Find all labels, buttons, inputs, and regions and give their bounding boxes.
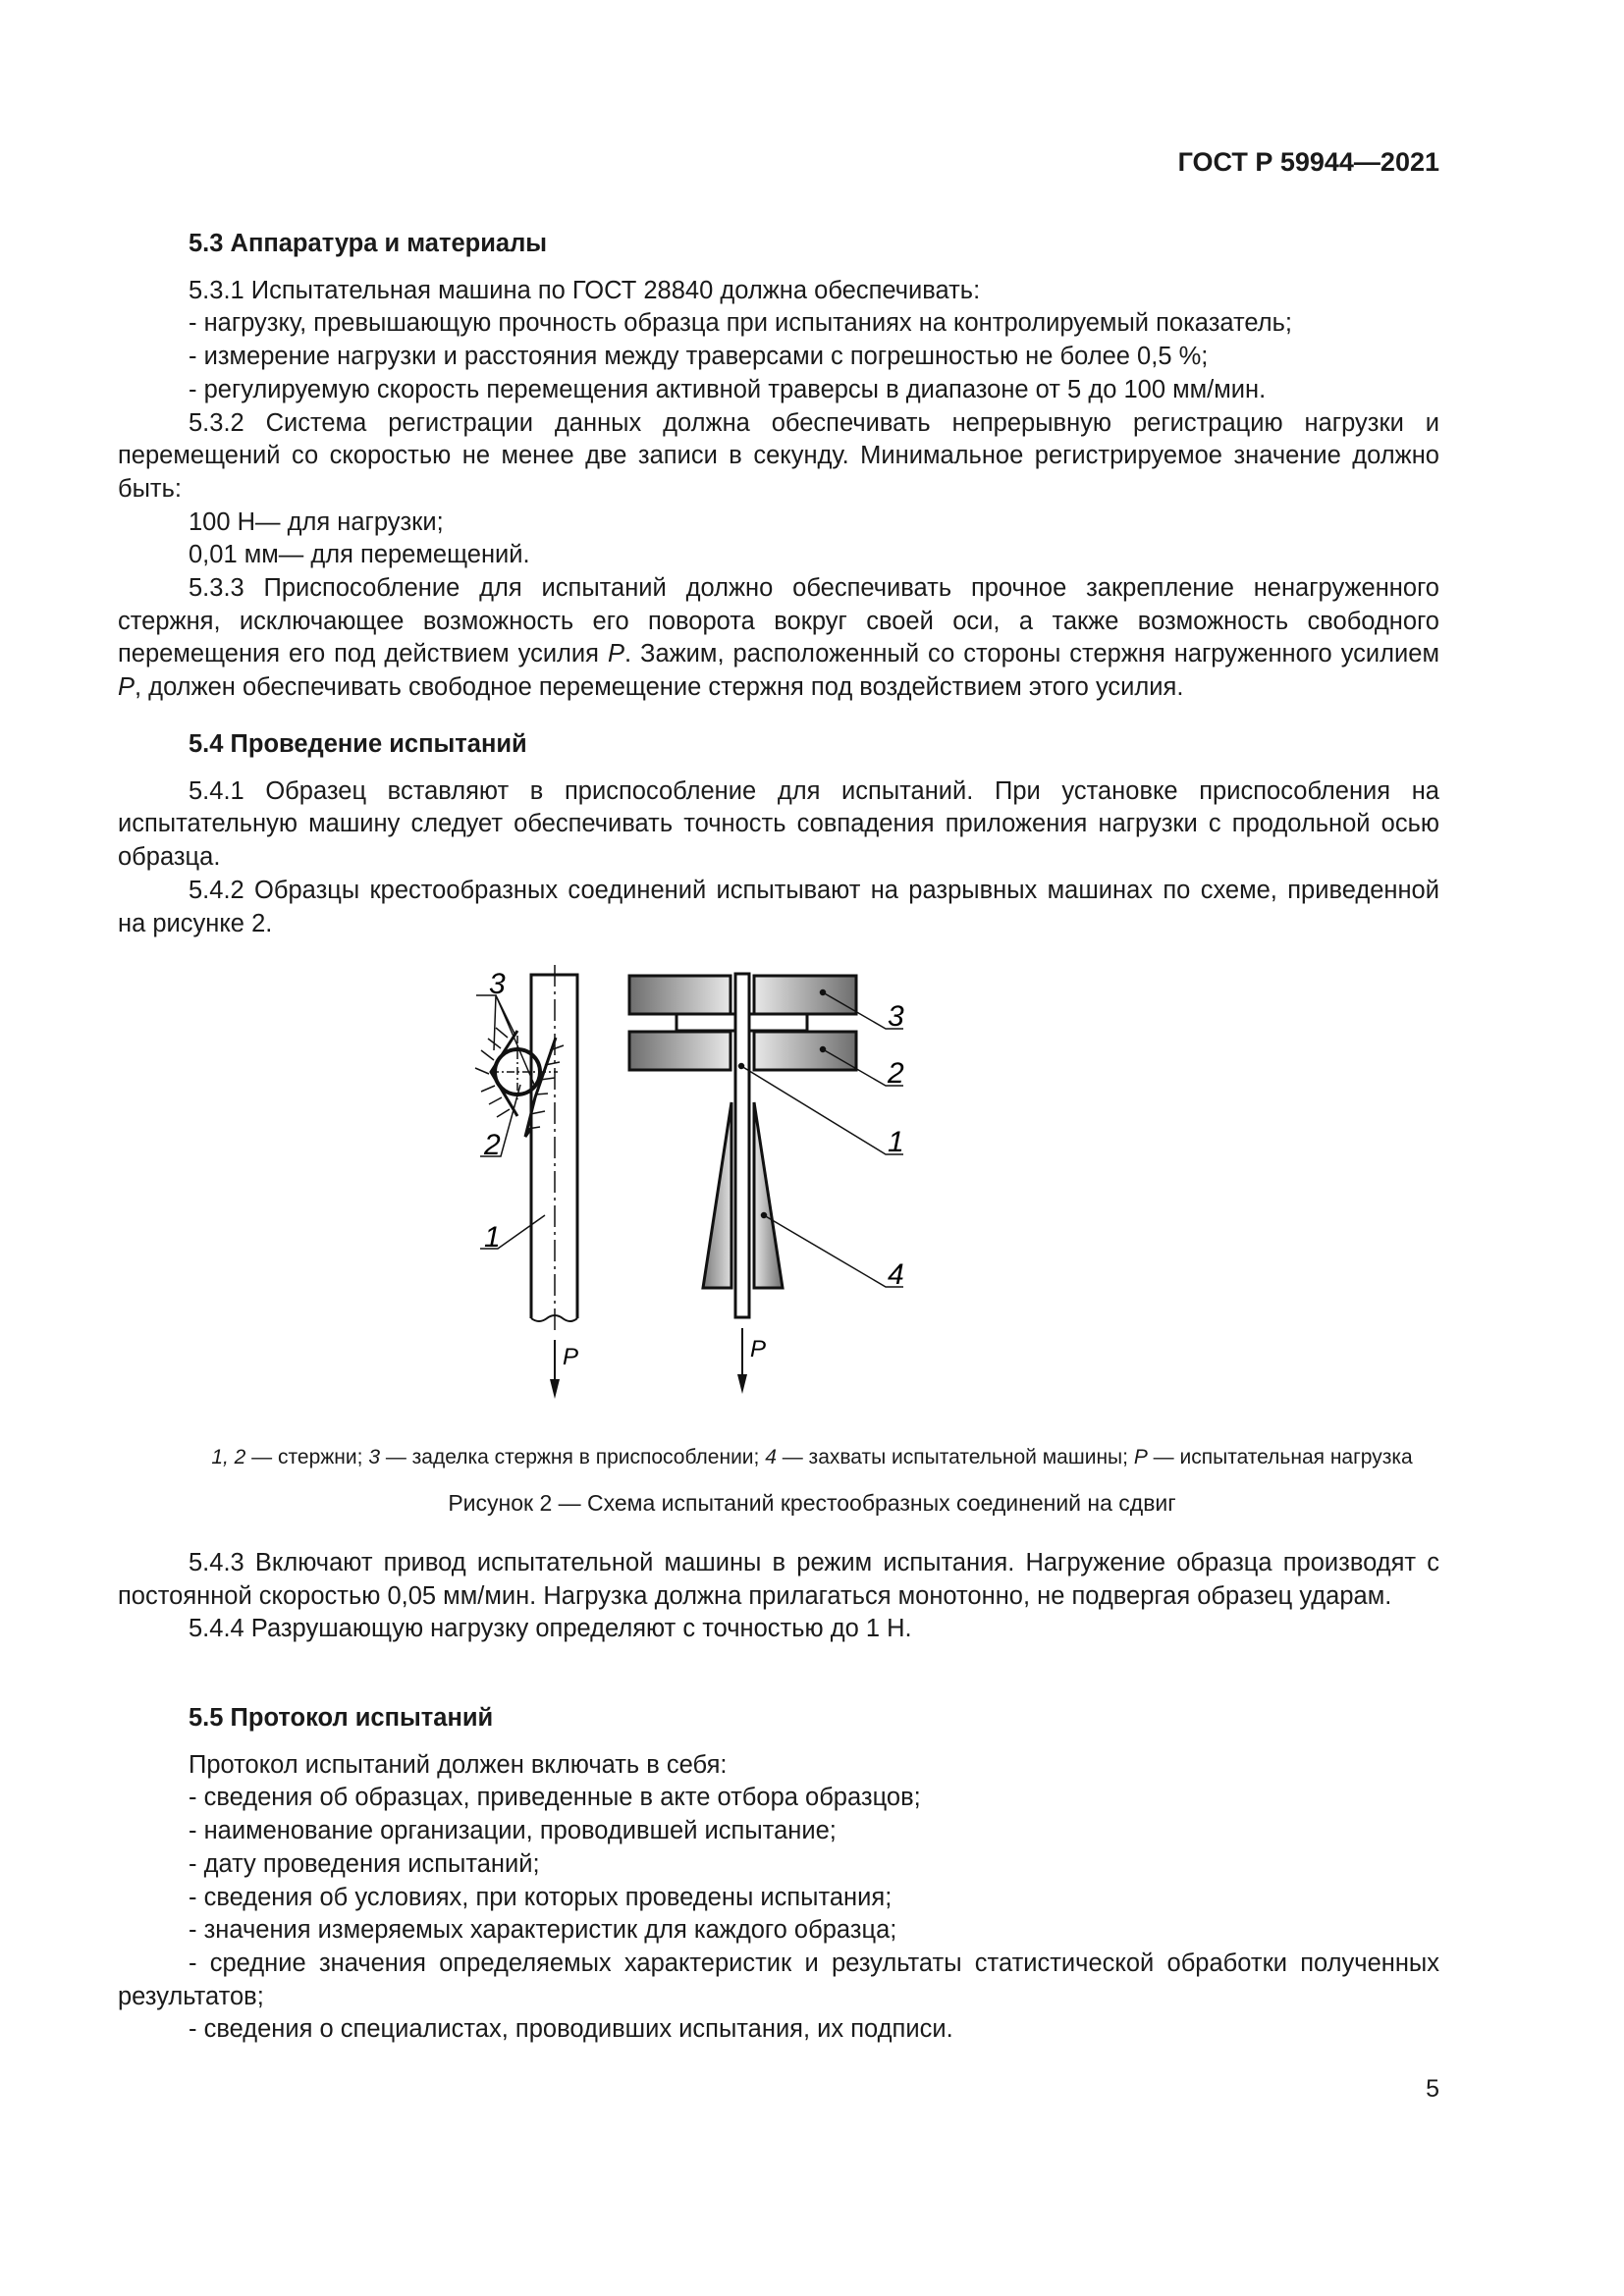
list-item: - значения измеряемых характеристик для каждого образца; [189, 1916, 897, 1945]
section-heading: 5.4 Проведение испытаний [189, 730, 527, 758]
legend-text: — испытательная нагрузка [1147, 1446, 1413, 1468]
section-heading: 5.5 Протокол испытаний [189, 1704, 494, 1732]
list-item: - сведения об условиях, при которых проведены испытания; [189, 1883, 893, 1911]
text: 5.3.3 Приспособление для испытаний должно обеспечивать прочное закрепление ненагруженного стержня, исключающее возможность его поворота вокруг своей оси, а также возможность свободного перемещения его под действием усилия [118, 574, 1439, 668]
label-4: 4 [888, 1258, 904, 1291]
legend-key: 1, 2 [211, 1446, 246, 1468]
paragraph-5-3-3 [118, 572, 1439, 705]
document-number: ГОСТ Р 59944—2021 [1177, 147, 1439, 177]
text: . Зажим, расположенный со стороны стержня нагруженного усилием [623, 640, 1439, 668]
list-item: - измерение нагрузки и расстояния между траверсами с погрешностью не более 0,5 %; [189, 343, 1209, 371]
legend-key: 4 [765, 1446, 777, 1468]
cross-joint-view [629, 974, 856, 1317]
page-number: 5 [1426, 2075, 1439, 2103]
load-label: P [563, 1344, 579, 1370]
rod-side-view [531, 965, 577, 1330]
section-heading: 5.3 Аппаратура и материалы [189, 230, 548, 257]
figure-legend [0, 1446, 1624, 1469]
label-2: 2 [888, 1057, 904, 1090]
load-arrow-icon [550, 1340, 560, 1399]
section-5-5 [118, 1702, 1439, 2047]
list-item: 0,01 мм— для перемещений. [189, 541, 530, 569]
list-item: - средние значения определяемых характеристик и результаты статистической обработки полученных результатов; [118, 1949, 1439, 2010]
load-symbol: P [607, 640, 624, 668]
label-3: 3 [888, 1000, 904, 1033]
section-5-3 [118, 228, 1439, 705]
list-item: 100 Н— для нагрузки; [189, 507, 444, 536]
figure-2-diagram [442, 942, 1129, 1414]
clamp-weld-detail [475, 995, 564, 1249]
paragraph-intro: Протокол испытаний должен включать в себя: [189, 1750, 728, 1779]
section-5-4-cont [118, 1547, 1439, 1646]
paragraph-5-4-1: 5.4.1 Образец вставляют в приспособление для испытаний. При установке приспособления на испытательную машину следует обеспечивать точность совпадения приложения нагрузки с продольной осью образца. [118, 776, 1439, 872]
paragraph-5-4-2: 5.4.2 Образцы крестообразных соединений испытывают на разрывных машинах по схеме, приведенной на рисунке 2. [118, 876, 1439, 937]
paragraph-5-4-4: 5.4.4 Разрушающую нагрузку определяют с точностью до 1 Н. [189, 1615, 912, 1643]
paragraph-5-3-2: 5.3.2 Система регистрации данных должна обеспечивать непрерывную регистрацию нагрузки и перемещений со скоростью не менее две записи в секунду. Минимальное регистрируемое значение должно быть: [118, 408, 1439, 503]
load-arrow-icon [737, 1328, 747, 1394]
paragraph-5-3-1: 5.3.1 Испытательная машина по ГОСТ 28840 должна обеспечивать: [189, 276, 981, 304]
label-1: 1 [888, 1126, 904, 1158]
load-symbol: P [118, 673, 135, 702]
legend-key: P [1133, 1446, 1148, 1468]
legend-text: — стержни; [245, 1446, 369, 1468]
legend-key: 3 [368, 1446, 380, 1468]
list-item: - наименование организации, проводившей испытание; [189, 1817, 837, 1845]
list-item: - сведения о специалистах, проводивших испытания, их подписи. [189, 2015, 953, 2044]
figure-title: Рисунок 2 — Схема испытаний крестообразных соединений на сдвиг [448, 1490, 1176, 1516]
list-item: - сведения об образцах, приведенные в акте отбора образцов; [189, 1784, 921, 1812]
text: , должен обеспечивать свободное перемещение стержня под воздействием этого усилия. [135, 673, 1184, 702]
legend-text: — захваты испытательной машины; [776, 1446, 1134, 1468]
label-2: 2 [484, 1129, 501, 1161]
load-label: P [750, 1336, 767, 1362]
list-item: - нагрузку, превышающую прочность образца при испытаниях на контролируемый показатель; [189, 309, 1292, 338]
legend-text: — заделка стержня в приспособлении; [380, 1446, 766, 1468]
list-item: - дату проведения испытаний; [189, 1849, 540, 1878]
paragraph-5-4-3: 5.4.3 Включают привод испытательной машины в режим испытания. Нагружение образца производят с постоянной скоростью 0,05 мм/мин. Нагрузка должна прилагаться монотонно, не подвергая образец ударам. [118, 1549, 1439, 1610]
list-item: - регулируемую скорость перемещения активной траверсы в диапазоне от 5 до 100 мм/мин. [189, 375, 1267, 403]
label-1: 1 [484, 1221, 501, 1254]
label-3: 3 [489, 968, 506, 1000]
section-5-4 [118, 728, 1439, 940]
